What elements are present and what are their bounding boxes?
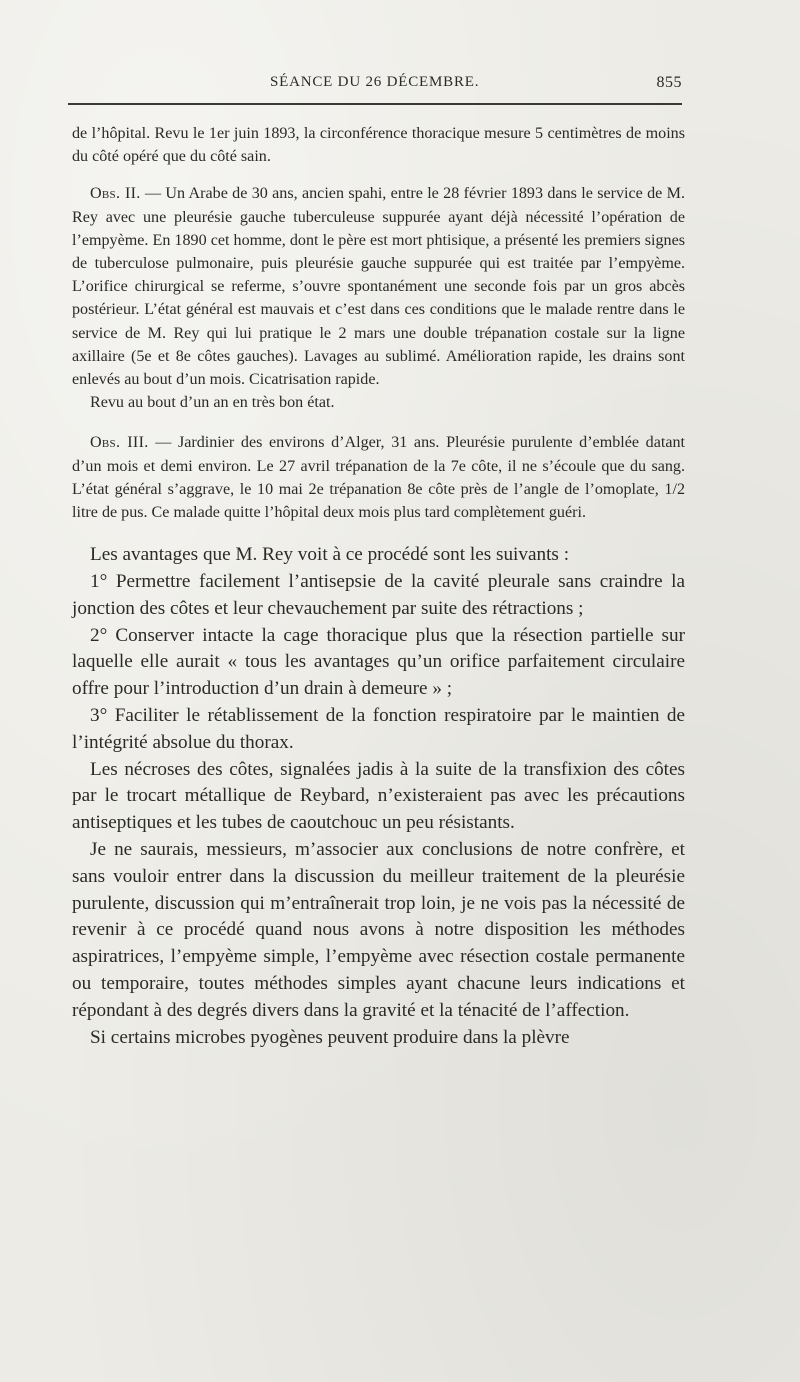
- page-number: 855: [656, 74, 682, 91]
- observation-2: [72, 182, 685, 391]
- running-head: SÉANCE DU 26 DÉCEMBRE.: [270, 74, 480, 90]
- section-gap: [72, 524, 685, 542]
- discussion-paragraph: Si certains microbes pyogènes peuvent produire dans la plèvre: [90, 1026, 570, 1048]
- discussion-section: [72, 542, 685, 1051]
- discussion-paragraph: Je ne saurais, messieurs, m’associer aux conclusions de notre confrère, et sans vouloir entrer dans la discussion du meilleur traitement de la pleurésie purulente, discussion qui m’entraînerait trop loin, je ne vois pas la nécessité de revenir à ce procédé quand nous avons à notre disposition les méthodes aspiratrices, l’empyème simple, l’empyème avec résection costale permanente ou temporaire, toutes méthodes simples ayant chacune leurs indications et répondant à des degrés divers dans la gravité et la ténacité de l’affection.: [72, 839, 685, 1021]
- discussion-paragraph: 2° Conserver intacte la cage thoracique plus que la résection partielle sur laquelle elle aurait « tous les avantages qu’un orifice parfaitement circulaire offre pour l’introduction d’un drain à demeure » ;: [72, 624, 685, 700]
- observation-2-followup-text: Revu au bout d’un an en très bon état.: [90, 394, 335, 412]
- observation-2-followup: [72, 391, 685, 414]
- observations-section: [72, 122, 685, 524]
- observation-3-label: Obs. III.: [90, 434, 149, 452]
- observation-2-text: — Un Arabe de 30 ans, ancien spahi, entre le 28 février 1893 dans le service de M. Rey avec une pleurésie gauche tuberculeuse suppurée ayant déjà nécessité l’opération de l’empyème. En 1890 cet homme, dont le père est mort phtisique, a présenté les premiers signes de tuberculose pulmonaire, puis pleurésie gauche suppurée qui est traitée par l’empyème. L’orifice chirurgical se referme, s’ouvre spontanément une seconde fois par un gros abcès postérieur. L’état général est mauvais et c’est dans ces conditions que le malade rentre dans le service de M. Rey qui lui pratique le 2 mars une double trépanation costale sur la ligne axillaire (5e et 8e côtes gauches). Lavages au sublimé. Amélioration rapide, les drains sont enlevés au bout d’un mois. Cicatrisation rapide.: [72, 185, 685, 389]
- observation-2-label: Obs. II.: [90, 185, 141, 203]
- observation-3: [72, 431, 685, 524]
- discussion-paragraph: 3° Faciliter le rétablissement de la fonction respiratoire par le maintien de l’intégrité absolue du thorax.: [72, 705, 685, 753]
- paragraph-gap: [72, 168, 685, 182]
- page-header: [70, 74, 682, 98]
- paragraph-opening-text: de l’hôpital. Revu le 1er juin 1893, la circonférence thoracique mesure 5 centimètres de moins du côté opéré que du côté sain.: [72, 125, 685, 166]
- discussion-paragraph: Les avantages que M. Rey voit à ce procédé sont les suivants :: [90, 544, 570, 566]
- page-text: [72, 122, 685, 1051]
- paragraph-gap: [72, 414, 685, 431]
- paragraph-opening: [72, 122, 685, 168]
- discussion-paragraph: 1° Permettre facilement l’antisepsie de la cavité pleurale sans craindre la jonction des côtes et leur chevauchement par suite des rétractions ;: [72, 571, 685, 619]
- observation-3-text: — Jardinier des environs d’Alger, 31 ans. Pleurésie purulente d’emblée datant d’un mois et demi environ. Le 27 avril trépanation de la 7e côte, il ne s’écoule que du sang. L’état général s’aggrave, le 10 mai 2e trépanation 8e côte près de l’angle de l’omoplate, 1/2 litre de pus. Ce malade quitte l’hôpital deux mois plus tard complètement guéri.: [72, 434, 685, 522]
- header-rule: [68, 103, 682, 105]
- discussion-paragraph: Les nécroses des côtes, signalées jadis à la suite de la transfixion des côtes par le trocart métallique de Reybard, n’existeraient pas avec les précautions antiseptiques et les tubes de caoutchouc un peu résistants.: [72, 758, 685, 834]
